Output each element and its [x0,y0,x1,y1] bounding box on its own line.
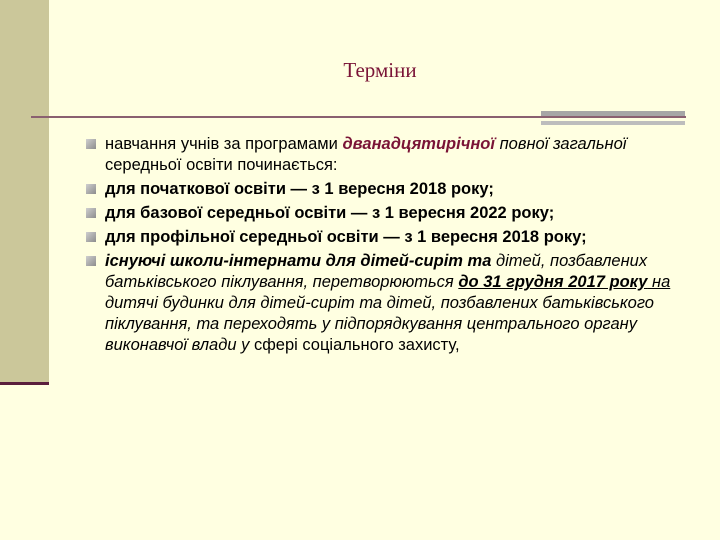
bullet-list [86,134,686,359]
item-1-text-c: середньої освіти починається: [105,156,338,174]
square-bullet-icon [86,184,96,194]
item-1-emphasis: дванадцятирічної [342,135,495,153]
list-item [86,227,686,248]
item-4-text: для профільної середньої освіти — з 1 вересня 2018 року; [105,228,587,246]
list-item [86,251,686,356]
square-bullet-icon [86,139,96,149]
title-divider [31,116,686,118]
slide-title: Терміни [343,58,417,82]
square-bullet-icon [86,256,96,266]
item-5-text-d: дитячі будинки для дітей-сиріт та дітей, позбавлених батьківського піклування, та переходять у підпорядкування центрального органу виконавчої влади у [105,294,654,354]
item-1-text-a: навчання учнів за програмами [105,135,343,153]
item-5-text-a: існуючі школи-інтернати для дітей-сиріт та [105,252,492,270]
side-band-rule [0,382,49,385]
square-bullet-icon [86,232,96,242]
item-5-date: до 31 грудня 2017 року [458,273,648,291]
item-1-text-b: повної загальної [494,135,627,153]
list-item [86,179,686,200]
list-item [86,134,686,176]
item-5-text-c: на [647,273,671,291]
title-accent-bar-lower [541,121,685,125]
item-2-text: для початкової освіти — з 1 вересня 2018 року; [105,180,494,198]
list-item [86,203,686,224]
item-3-text: для базової середньої освіти — з 1 вересня 2022 року; [105,204,555,222]
item-5-text-e: сфері соціального захисту, [253,336,460,354]
item-5-text-b: дітей, позбавлених батьківського піклування, перетворюються [105,252,648,291]
square-bullet-icon [86,208,96,218]
